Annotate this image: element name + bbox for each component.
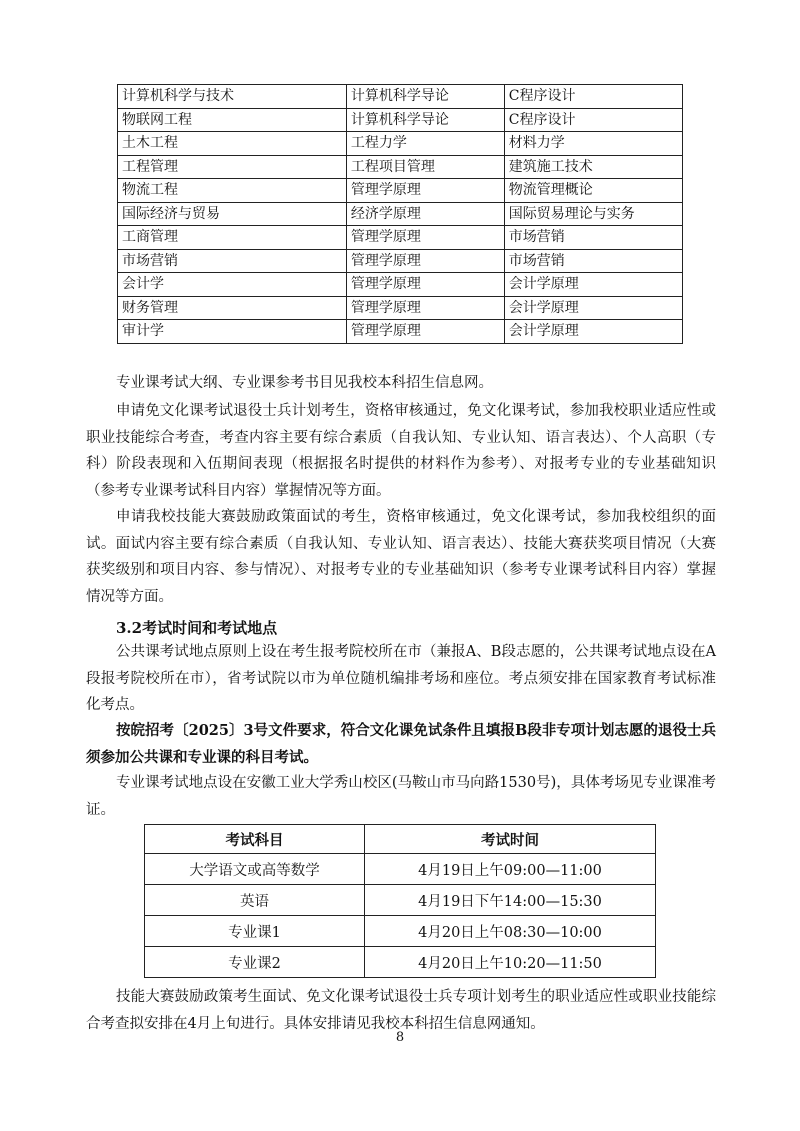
syllabus-paragraph: 专业课考试大纲、专业课参考书目见我校本科招生信息网。 [116,375,493,391]
subject-header: 考试科目 [145,825,365,854]
subject1-cell: 计算机科学导论 [346,85,504,109]
skills-contest-paragraph: 申请我校技能大赛鼓励政策面试的考生，资格审核通过，免文化课考试，参加我校组织的面试。面试内容主要有综合素质（自我认知、专业认知、语言表达）、技能大赛获奖项目情况（大赛获奖级别和项目内容、参与情况）、对报考专业的专业基础知识（参考专业课考试科目内容）掌握情况等方面。 [86,509,716,605]
major-subject-table [117,84,683,344]
major-subject-table-body [118,85,683,344]
table-row [145,854,656,885]
time-header: 考试时间 [365,825,656,854]
table-row [118,296,683,320]
subject1-cell: 工程项目管理 [346,155,504,179]
subject1-cell: 管理学原理 [346,226,504,250]
subject2-cell: 会计学原理 [504,320,682,344]
page-number: 8 [395,1030,405,1045]
table-header-row [145,825,656,854]
table-row [118,249,683,273]
table-row [118,179,683,203]
table-row [118,155,683,179]
table-row [118,202,683,226]
assessment-schedule-paragraph: 技能大赛鼓励政策考生面试、免文化课考试退役士兵专项计划考生的职业适应性或职业技能综合考查拟安排在4月上旬进行。具体安排请见我校本科招生信息网通知。 [86,989,716,1032]
section-heading: 3.2考试时间和考试地点 [116,619,278,637]
table-row [145,947,656,978]
subject1-cell: 管理学原理 [346,320,504,344]
major-cell: 市场营销 [118,249,347,273]
table-row [118,108,683,132]
table-row [145,885,656,916]
subject1-cell: 工程力学 [346,132,504,156]
major-cell: 土木工程 [118,132,347,156]
subject1-cell: 管理学原理 [346,273,504,297]
exam-subject-cell: 英语 [145,885,365,916]
subject2-cell: 国际贸易理论与实务 [504,202,682,226]
table-row [118,226,683,250]
subject2-cell: 建筑施工技术 [504,155,682,179]
major-cell: 会计学 [118,273,347,297]
exam-schedule-body [145,854,656,978]
exam-subject-cell: 专业课2 [145,947,365,978]
subject2-cell: 市场营销 [504,226,682,250]
table-row [145,916,656,947]
exam-subject-cell: 专业课1 [145,916,365,947]
major-cell: 物流工程 [118,179,347,203]
exam-time-cell: 4月20日上午08:30—10:00 [365,916,656,947]
subject2-cell: 材料力学 [504,132,682,156]
major-cell: 工程管理 [118,155,347,179]
subject1-cell: 管理学原理 [346,249,504,273]
exam-schedule-table [144,824,656,978]
subject1-cell: 管理学原理 [346,296,504,320]
exam-time-cell: 4月20日上午10:20—11:50 [365,947,656,978]
major-cell: 计算机科学与技术 [118,85,347,109]
public-exam-location-paragraph: 公共课考试地点原则上设在考生报考院校所在市（兼报A、B段志愿的，公共课考试地点设在A段报考院校所在市），省考试院以市为单位随机编排考场和座位。考点须安排在国家教育考试标准化考点。 [86,644,716,713]
table-row [118,273,683,297]
table-row [118,132,683,156]
major-exam-location-paragraph: 专业课考试地点设在安徽工业大学秀山校区(马鞍山市马向路1530号)，具体考场见专业课准考证。 [86,775,716,818]
subject2-cell: C程序设计 [504,85,682,109]
subject2-cell: 会计学原理 [504,273,682,297]
veteran-exempt-paragraph: 申请免文化课考试退役士兵计划考生，资格审核通过，免文化课考试，参加我校职业适应性或职业技能综合考查，考查内容主要有综合素质（自我认知、专业认知、语言表达）、个人高职（专科）阶段表现和入伍期间表现（根据报名时提供的材料作为参考）、对报考专业的专业基础知识（参考专业课考试科目内容）掌握情况等方面。 [86,403,716,499]
major-cell: 物联网工程 [118,108,347,132]
subject1-cell: 管理学原理 [346,179,504,203]
exam-time-cell: 4月19日下午14:00—15:30 [365,885,656,916]
subject1-cell: 计算机科学导论 [346,108,504,132]
major-cell: 工商管理 [118,226,347,250]
subject2-cell: 会计学原理 [504,296,682,320]
subject2-cell: 市场营销 [504,249,682,273]
major-cell: 国际经济与贸易 [118,202,347,226]
subject1-cell: 经济学原理 [346,202,504,226]
table-row [118,320,683,344]
exam-schedule-header [145,825,656,854]
veteran-requirement-paragraph: 按皖招考〔2025〕3号文件要求，符合文化课免试条件且填报B段非专项计划志愿的退役士兵须参加公共课和专业课的科目考试。 [86,722,716,766]
major-cell: 审计学 [118,320,347,344]
table-row [118,85,683,109]
subject2-cell: C程序设计 [504,108,682,132]
subject2-cell: 物流管理概论 [504,179,682,203]
exam-subject-cell: 大学语文或高等数学 [145,854,365,885]
major-cell: 财务管理 [118,296,347,320]
exam-time-cell: 4月19日上午09:00—11:00 [365,854,656,885]
